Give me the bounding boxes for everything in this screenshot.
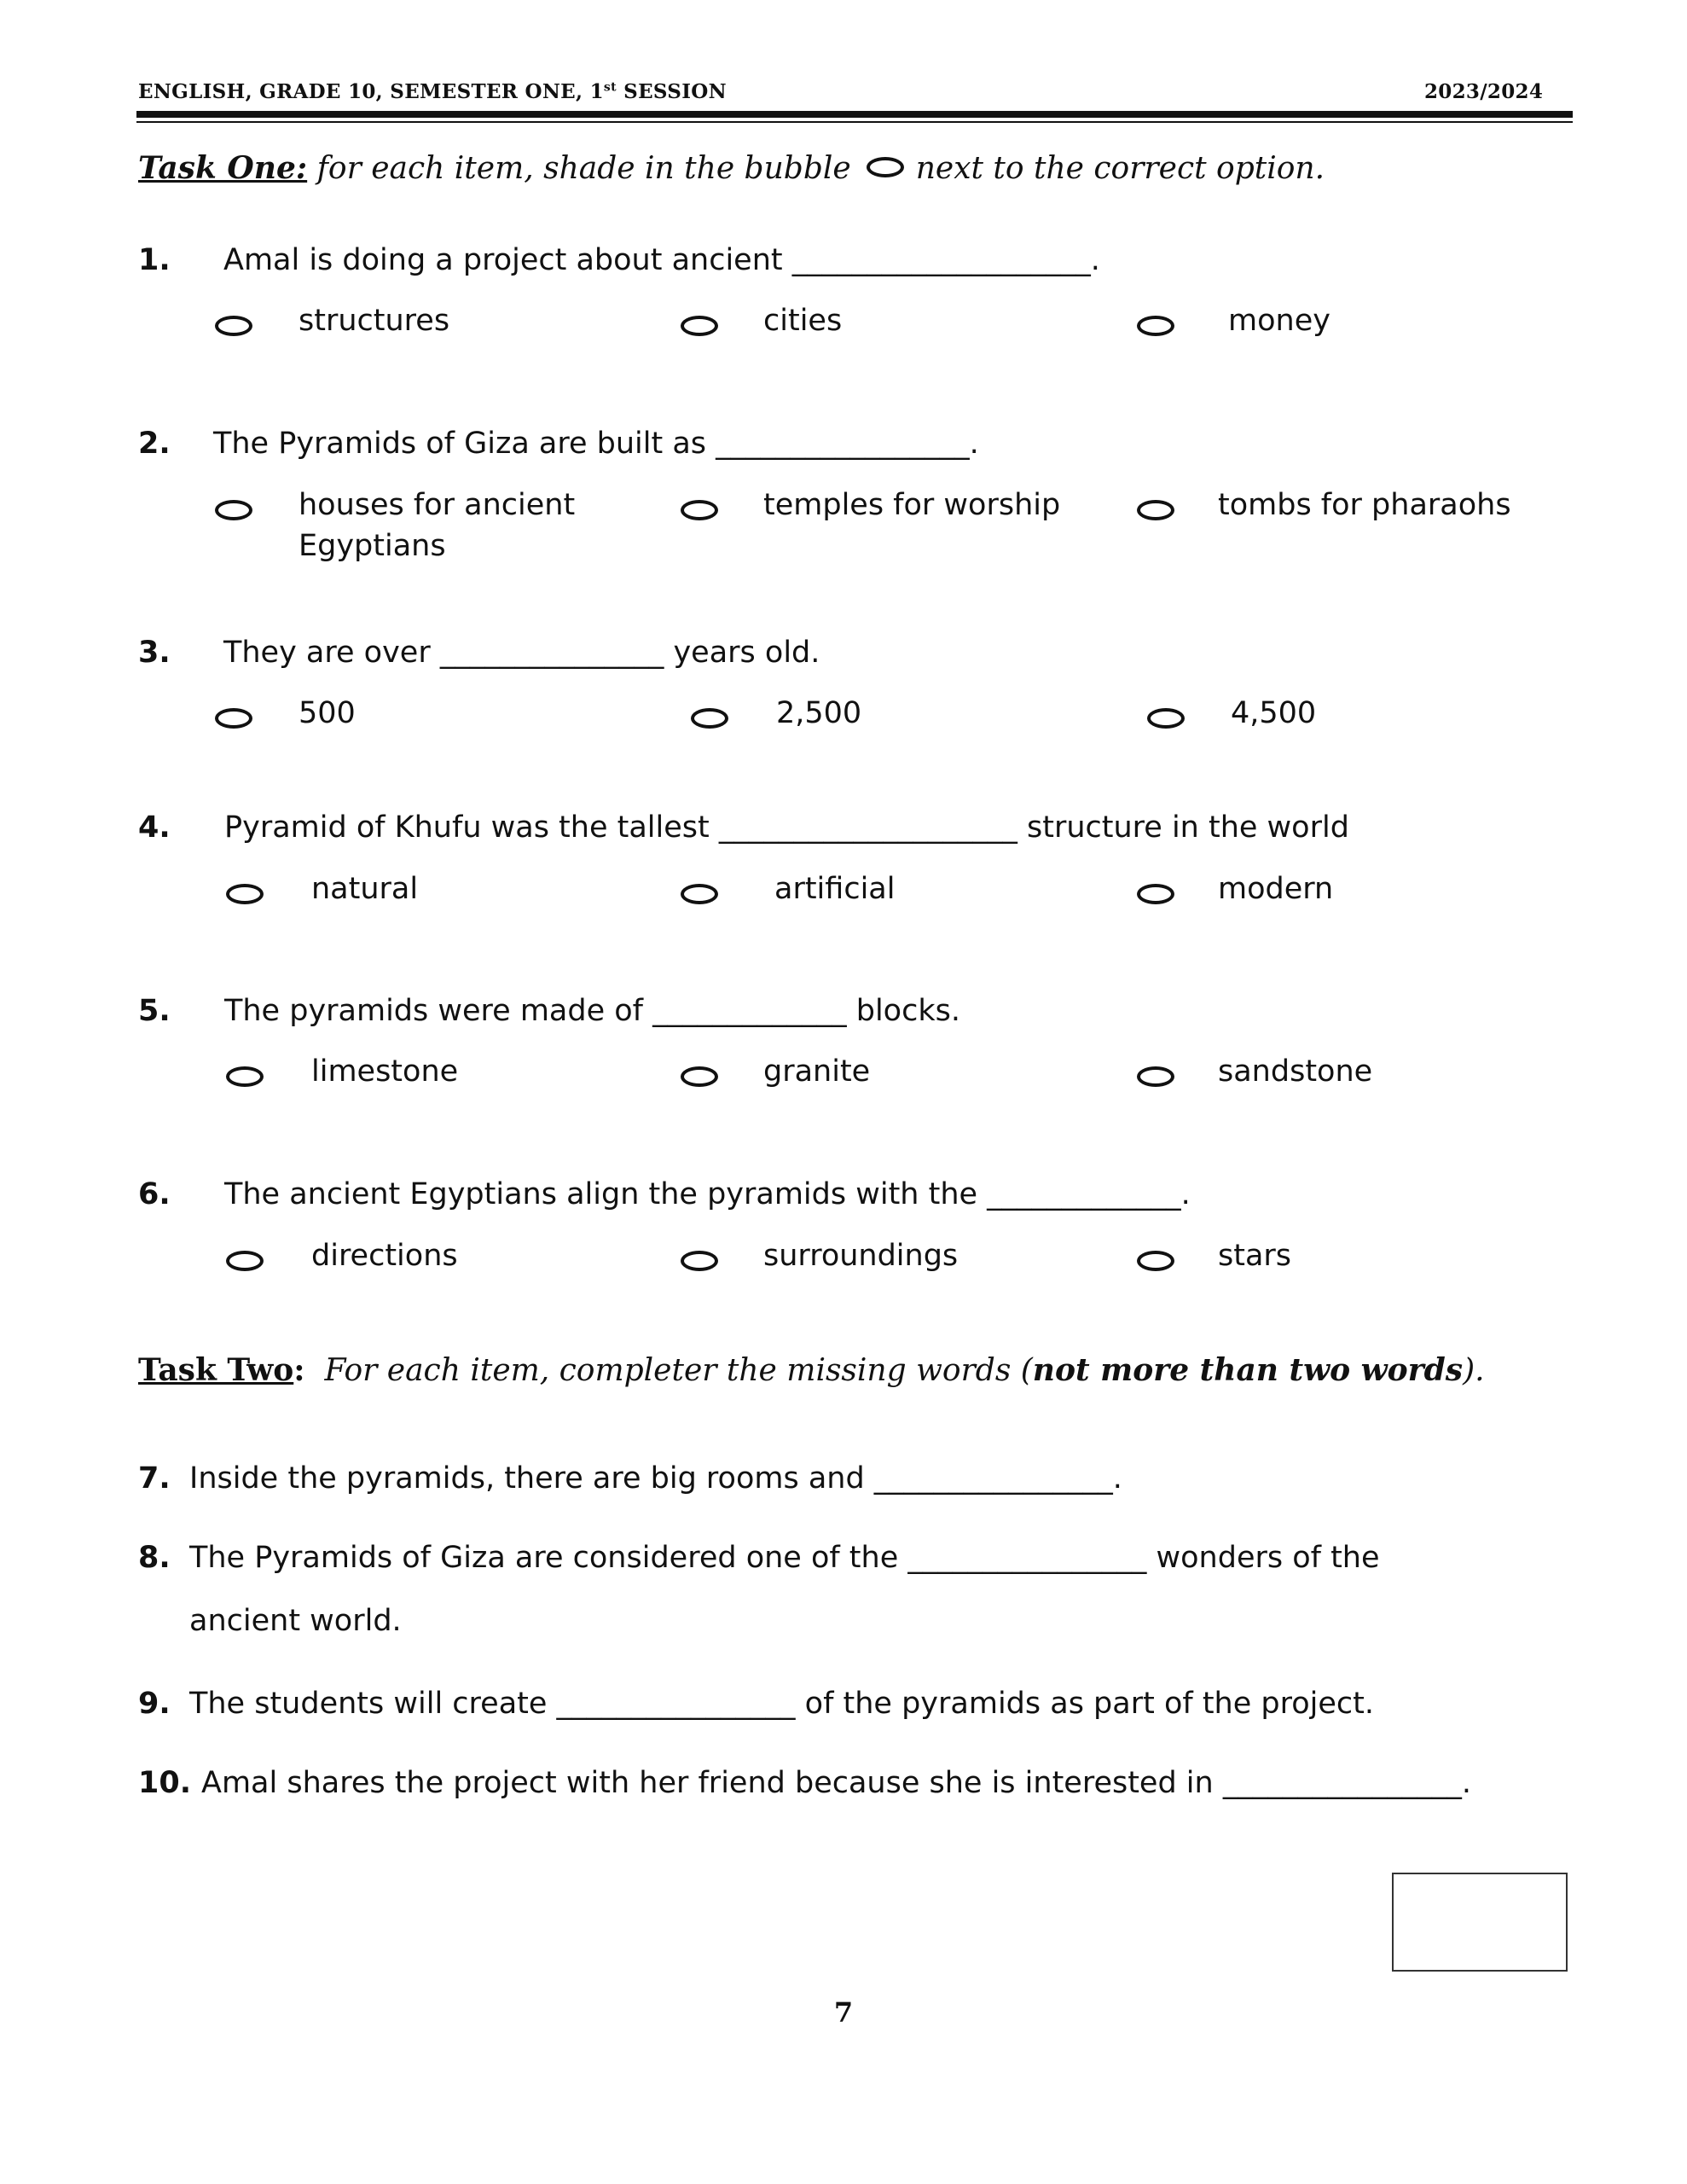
option-label: sandstone: [1218, 1054, 1373, 1089]
option-label: 4,500: [1231, 696, 1317, 730]
option-label: artificial: [774, 872, 896, 906]
option-bubble[interactable]: [226, 1066, 264, 1087]
option-label: 500: [299, 696, 356, 730]
option-label: cities: [763, 304, 843, 338]
question-number: 10.: [138, 1766, 192, 1800]
question-number: 7.: [138, 1461, 171, 1496]
task-two-label: Task Two: [138, 1352, 294, 1388]
option-label: limestone: [311, 1054, 459, 1089]
option-bubble[interactable]: [1137, 500, 1174, 520]
score-box: [1392, 1873, 1568, 1972]
option-bubble[interactable]: [681, 500, 718, 520]
option-label: natural: [311, 872, 419, 906]
option-label: structures: [299, 304, 450, 338]
option-bubble[interactable]: [681, 316, 718, 336]
fill-item-text: The Pyramids of Giza are considered one of the ________________ wonders of the: [189, 1541, 1380, 1575]
bubble-example-icon: [867, 157, 904, 177]
exam-header-year: 2023/2024: [1424, 80, 1544, 103]
question-text: Amal is doing a project about ancient ____________________.: [223, 243, 1100, 277]
question-text: They are over _______________ years old.: [223, 636, 820, 670]
option-label: surroundings: [763, 1239, 959, 1273]
task-one-heading: Task One: for each item, shade in the bubble next to the correct option.: [138, 150, 1325, 186]
option-bubble[interactable]: [1137, 316, 1174, 336]
option-label: tombs for pharaohs: [1218, 488, 1511, 522]
option-bubble[interactable]: [215, 500, 252, 520]
question-number: 1.: [138, 243, 171, 277]
option-label: directions: [311, 1239, 458, 1273]
option-bubble[interactable]: [226, 884, 264, 904]
option-label: money: [1228, 304, 1330, 338]
fill-item-text: The students will create ________________ of the pyramids as part of the project.: [189, 1687, 1374, 1721]
option-label: houses for ancient Egyptians: [299, 488, 576, 563]
option-bubble[interactable]: [215, 708, 252, 729]
question-number: 3.: [138, 636, 171, 670]
question-number: 6.: [138, 1177, 171, 1211]
option-label: modern: [1218, 872, 1334, 906]
question-number: 5.: [138, 994, 171, 1028]
option-bubble[interactable]: [681, 884, 718, 904]
question-text: The ancient Egyptians align the pyramids with the _____________.: [224, 1177, 1191, 1211]
task-one-label: Task One:: [138, 150, 308, 186]
option-label: granite: [763, 1054, 871, 1089]
task-two-heading: Task Two: For each item, completer the missing words (not more than two words).: [138, 1352, 1485, 1388]
header-rule-thick: [136, 111, 1573, 118]
option-label: temples for worship: [763, 488, 1061, 522]
question-number: 9.: [138, 1687, 171, 1721]
option-bubble[interactable]: [691, 708, 728, 729]
question-number: 8.: [138, 1541, 171, 1575]
exam-header-title: ENGLISH, GRADE 10, SEMESTER ONE, 1st SESSION: [138, 80, 727, 103]
option-bubble[interactable]: [681, 1251, 718, 1271]
page-number: 7: [833, 1996, 854, 2029]
question-text: Pyramid of Khufu was the tallest ____________________ structure in the world: [224, 810, 1349, 845]
option-bubble[interactable]: [681, 1066, 718, 1087]
question-number: 4.: [138, 810, 171, 845]
option-bubble[interactable]: [1137, 1251, 1174, 1271]
question-number: 2.: [138, 427, 171, 461]
fill-item-text-continued: ancient world.: [189, 1604, 402, 1638]
option-label: stars: [1218, 1239, 1292, 1273]
option-label: 2,500: [776, 696, 862, 730]
option-bubble[interactable]: [1147, 708, 1185, 729]
header-rule-thin: [136, 121, 1573, 123]
fill-item-text: Inside the pyramids, there are big rooms and ________________.: [189, 1461, 1122, 1496]
question-text: The Pyramids of Giza are built as _________________.: [213, 427, 979, 461]
option-bubble[interactable]: [226, 1251, 264, 1271]
option-bubble[interactable]: [215, 316, 252, 336]
question-text: The pyramids were made of _____________ blocks.: [224, 994, 960, 1028]
fill-item-text: Amal shares the project with her friend because she is interested in ________________.: [201, 1766, 1471, 1800]
option-bubble[interactable]: [1137, 884, 1174, 904]
option-bubble[interactable]: [1137, 1066, 1174, 1087]
